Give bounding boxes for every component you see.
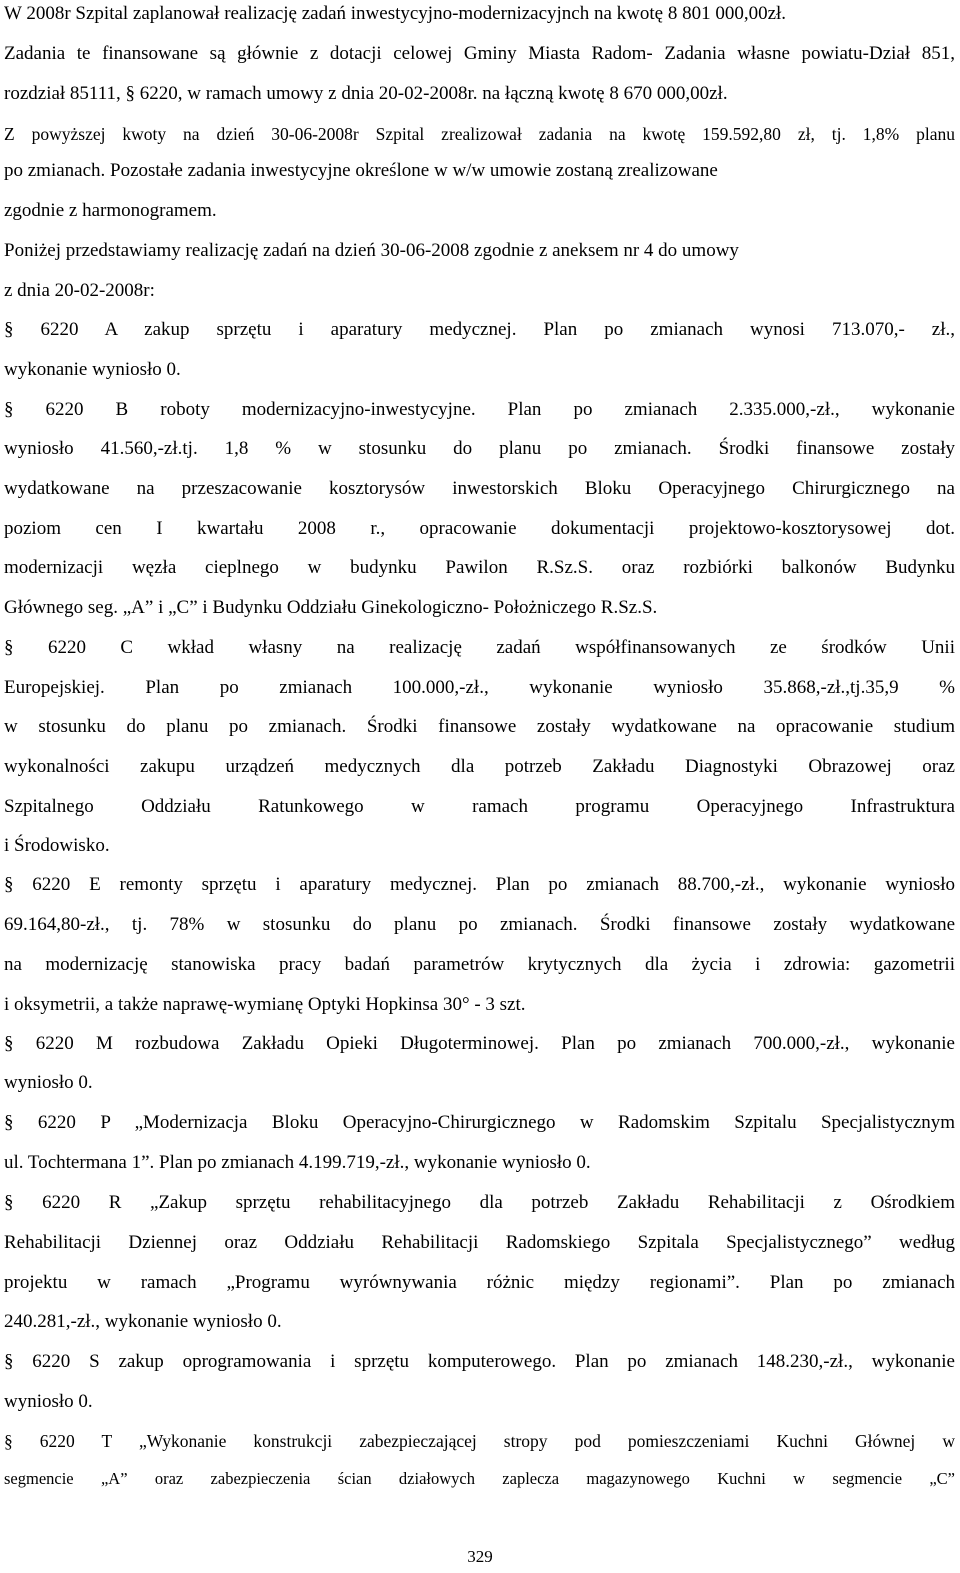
text-line: segmencie „A” oraz zabezpieczenia ścian działowych zaplecza magazynowego Kuchni w segmencie „C” (4, 1469, 955, 1488)
text-line: wykonanie wyniosło 0. (4, 359, 181, 380)
text-line: po zmianach. Pozostałe zadania inwestycyjne określone w w/w umowie zostaną zrealizowane (4, 160, 718, 181)
text-line: Poniżej przedstawiamy realizację zadań na dzień 30-06-2008 zgodnie z aneksem nr 4 do umowy (4, 240, 739, 261)
text-line: na modernizację stanowiska pracy badań parametrów krytycznych dla życia i zdrowia: gazometrii (4, 954, 955, 975)
text-line: i oksymetrii, a także naprawę-wymianę Optyki Hopkinsa 30° - 3 szt. (4, 994, 526, 1015)
text-line: Rehabilitacji Dziennej oraz Oddziału Rehabilitacji Radomskiego Szpitala Specjalistycznego” według (4, 1232, 955, 1253)
text-line: § 6220 R „Zakup sprzętu rehabilitacyjnego dla potrzeb Zakładu Rehabilitacji z Ośrodkiem (4, 1192, 955, 1213)
text-line: wykonalności zakupu urządzeń medycznych dla potrzeb Zakładu Diagnostyki Obrazowej oraz (4, 756, 955, 777)
text-line: zgodnie z harmonogramem. (4, 200, 217, 221)
text-line: ul. Tochtermana 1”. Plan po zmianach 4.199.719,-zł., wykonanie wyniosło 0. (4, 1152, 591, 1173)
text-line: W 2008r Szpital zaplanował realizację zadań inwestycyjno-modernizacyjnch na kwotę 8 801 000,00zł. (4, 3, 787, 24)
text-line: § 6220 T „Wykonanie konstrukcji zabezpieczającej stropy pod pomieszczeniami Kuchni Głównej w (4, 1431, 955, 1451)
text-line: z dnia 20-02-2008r: (4, 280, 155, 301)
text-line: modernizacji węzła cieplnego w budynku Pawilon R.Sz.S. oraz rozbiórki balkonów Budynku (4, 557, 955, 578)
text-line: poziom cen I kwartału 2008 r., opracowanie dokumentacji projektowo-kosztorysowej dot. (4, 518, 955, 539)
text-line: wyniosło 0. (4, 1391, 93, 1412)
text-line: Zadania te finansowane są głównie z dotacji celowej Gminy Miasta Radom- Zadania własne powiatu-Dział 851, (4, 43, 955, 64)
page-number: 329 (467, 1547, 493, 1566)
text-line: wyniosło 41.560,-zł.tj. 1,8 % w stosunku do planu po zmianach. Środki finansowe zostały (4, 438, 955, 459)
text-line: § 6220 E remonty sprzętu i aparatury medycznej. Plan po zmianach 88.700,-zł., wykonanie wyniosło (4, 874, 955, 895)
text-line: Szpitalnego Oddziału Ratunkowego w ramach programu Operacyjnego Infrastruktura (4, 796, 955, 817)
text-line: Z powyższej kwoty na dzień 30-06-2008r Szpital zrealizował zadania na kwotę 159.592,80 zł, tj. 1,8% planu (4, 124, 955, 144)
text-line: Europejskiej. Plan po zmianach 100.000,-zł., wykonanie wyniosło 35.868,-zł.,tj.35,9 % (4, 677, 955, 698)
text-line: § 6220 M rozbudowa Zakładu Opieki Długoterminowej. Plan po zmianach 700.000,-zł., wykonanie (4, 1033, 955, 1054)
text-line: § 6220 B roboty modernizacyjno-inwestycyjne. Plan po zmianach 2.335.000,-zł., wykonanie (4, 399, 955, 420)
text-line: 240.281,-zł., wykonanie wyniosło 0. (4, 1311, 282, 1332)
text-line: w stosunku do planu po zmianach. Środki finansowe zostały wydatkowane na opracowanie studium (4, 716, 955, 737)
text-line: Głównego seg. „A” i „C” i Budynku Oddziału Ginekologiczno- Położniczego R.Sz.S. (4, 597, 658, 618)
text-line: 69.164,80-zł., tj. 78% w stosunku do planu po zmianach. Środki finansowe zostały wydatkowane (4, 914, 955, 935)
text-line: § 6220 P „Modernizacja Bloku Operacyjno-Chirurgicznego w Radomskim Szpitalu Specjalistycznym (4, 1112, 955, 1133)
text-line: i Środowisko. (4, 835, 110, 856)
text-line: wydatkowane na przeszacowanie kosztorysów inwestorskich Bloku Operacyjnego Chirurgicznego na (4, 478, 955, 499)
text-line: rozdział 85111, § 6220, w ramach umowy z dnia 20-02-2008r. na łączną kwotę 8 670 000,00zł. (4, 83, 728, 104)
text-line: § 6220 S zakup oprogramowania i sprzętu komputerowego. Plan po zmianach 148.230,-zł., wykonanie (4, 1351, 955, 1372)
text-line: wyniosło 0. (4, 1072, 93, 1093)
text-line: § 6220 C wkład własny na realizację zadań współfinansowanych ze środków Unii (4, 637, 955, 658)
text-line: § 6220 A zakup sprzętu i aparatury medycznej. Plan po zmianach wynosi 713.070,- zł., (4, 319, 955, 340)
text-line: projektu w ramach „Programu wyrównywania różnic między regionami”. Plan po zmianach (4, 1272, 955, 1293)
